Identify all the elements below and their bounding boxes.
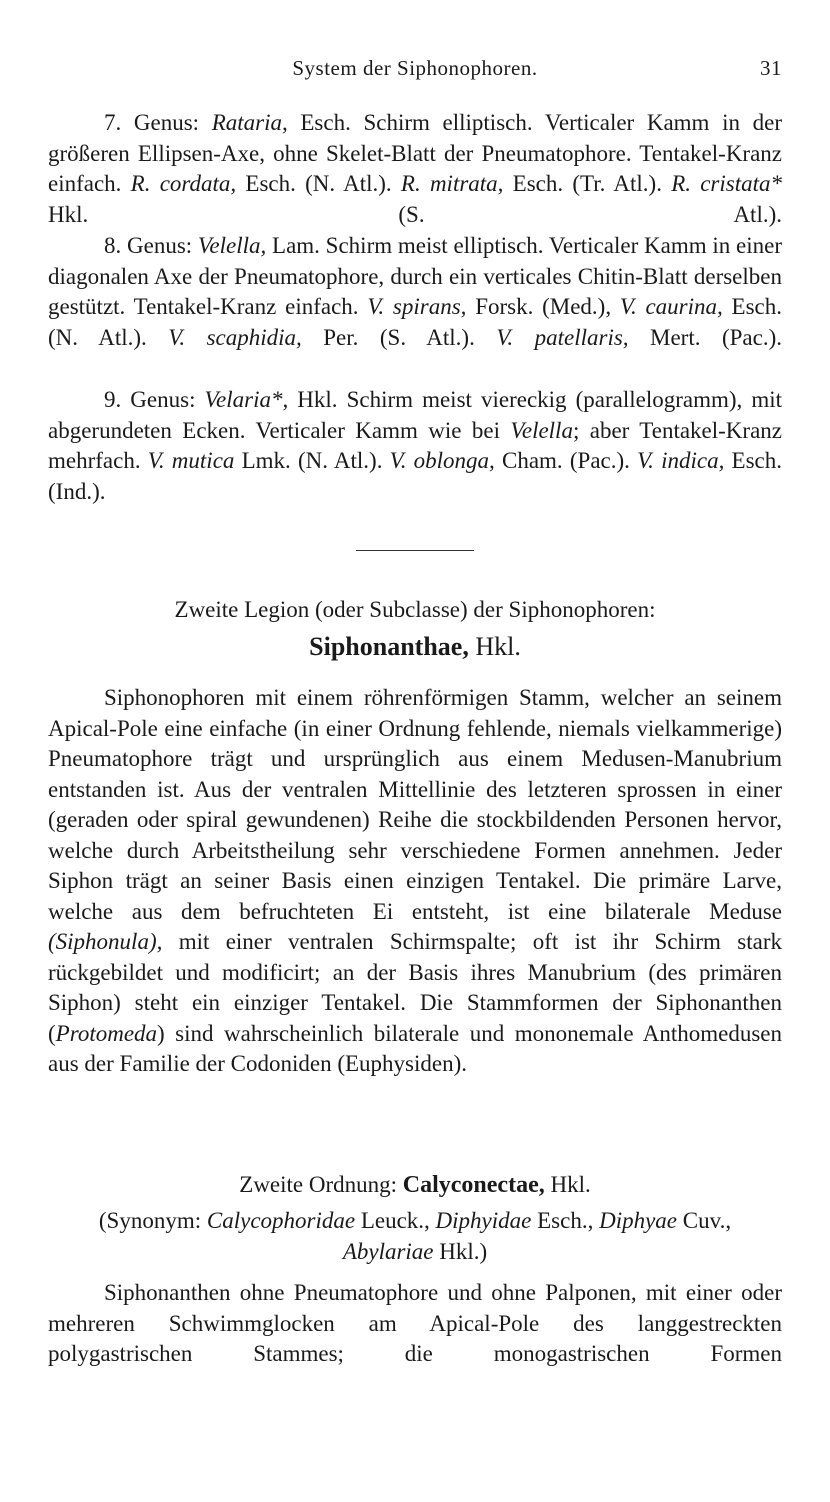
order-paragraph: Siphonanthen ohne Pneumatophore und ohne Palponen, mit einer oder mehreren Schwimmglocken am Apical-Pole des langgestreckten polygastrischen Stammes; die monogastrischen Formen (48, 1280, 782, 1366)
order-heading: Zweite Ordnung: Calyconectae, Hkl. (239, 1172, 591, 1198)
legion-title: Siphonanthae, Hkl. (309, 632, 521, 661)
running-title: System der Siphonophoren. (292, 56, 538, 80)
order-synonyms: (Synonym: Calycophoridae Leuck., Diphyidae Esch., Diphyae Cuv., Abylariae Hkl.) (98, 1208, 732, 1264)
legion-paragraph: Siphonophoren mit einem röhrenförmigen Stamm, welcher an seinem Apical-Pole eine einfache (in einer Ordnung fehlende, niemals vielkammerige) Pneumatophore trägt und ursprünglich aus einem Medusen-Manubrium entstanden ist. Aus der ventralen Mittellinie des letzteren sprossen in einer (geraden oder spiral gewundenen) Reihe die stockbildenden Personen hervor, welche durch Arbeitstheilung sehr verschiedene Formen annehmen. Jeder Siphon trägt an seiner Basis einen einzigen Tentakel. Die primäre Larve, welche aus dem befruchteten Ei entsteht, ist eine bilaterale Meduse (Siphonula), mit einer ventralen Schirmspalte; oft ist ihr Schirm stark rückgebildet und modificirt; an der Basis ihres Manubrium (des primären Siphon) steht ein einziger Tentakel. Die Stammformen der Siphonanthen (Protomeda) sind wahrscheinlich bilaterale und mononemale Anthomedusen aus der Familie der Codoniden (Euphysiden). (48, 685, 782, 1076)
section-divider (356, 550, 474, 551)
genus-name: Rataria, (211, 110, 288, 135)
genus-7-paragraph: 7. Genus: Rataria, Esch. Schirm elliptisch. Verticaler Kamm in der größeren Ellipsen-Axe, ohne Skelet-Blatt der Pneumatophore. Tentakel-Kranz einfach. R. cordata, Esch. (N. Atl.). R. mitrata, Esch. (Tr. Atl.). R. cristata* Hkl. (S. Atl.). (48, 110, 783, 227)
genus-name: Velella, (197, 233, 267, 258)
page-number: 31 (760, 56, 782, 80)
genus-name: Velaria*, (204, 387, 289, 412)
legion-heading: Zweite Legion (oder Subclasse) der Siphonophoren: (174, 597, 656, 622)
genus-9-paragraph: 9. Genus: Velaria*, Hkl. Schirm meist viereckig (parallelogramm), mit abgerundeten Ecken. Verticaler Kamm wie bei Velella; aber Tentakel-Kranz mehrfach. V. mutica Lmk. (N. Atl.). V. oblonga, Cham. (Pac.). V. indica, Esch. (Ind.). (48, 387, 783, 504)
genus-8-paragraph: 8. Genus: Velella, Lam. Schirm meist elliptisch. Verticaler Kamm in einer diagonalen Axe der Pneumatophore, durch ein verticales Chitin-Blatt derselben gestützt. Tentakel-Kranz einfach. V. spirans, Forsk. (Med.), V. caurina, Esch. (N. Atl.). V. scaphidia, Per. (S. Atl.). V. patellaris, Mert. (Pac.). (48, 233, 782, 350)
page-header (0, 56, 830, 86)
